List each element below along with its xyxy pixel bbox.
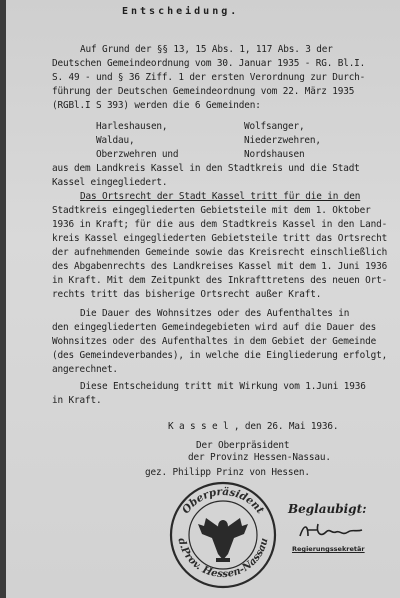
paragraph-line: in Kraft. Mit dem Zeitpunkt des Inkrafttretens des neuen Ort- <box>52 275 388 286</box>
place-date: K a s s e l , den 26. Mai 1936. <box>168 421 339 432</box>
municipality: Wolfsanger, <box>244 121 305 132</box>
paragraph-line: (des Gemeindeverbandes), in welche die Eingliederung erfolgt, <box>52 350 388 361</box>
handwritten-signature <box>296 520 366 542</box>
paragraph-line: Die Dauer des Wohnsitzes oder des Aufenthaltes in <box>80 308 350 319</box>
paragraph-line: rechts tritt das bisherige Ortsrecht außer Kraft. <box>52 289 322 300</box>
paragraph-line: Wohnsitzes oder des Aufenthaltes in dem Gebiet der Gemeinde <box>52 336 377 347</box>
document-title: Entscheidung. <box>122 6 240 17</box>
paragraph-line: kreis Kassel eingegliederten Gebietsteile tritt das Ortsrecht <box>52 233 388 244</box>
paragraph-line: S. 49 - und § 36 Ziff. 1 der ersten Verordnung zur Durch- <box>52 72 366 83</box>
page-edge-shadow <box>0 0 6 598</box>
paragraph-line: in Kraft. <box>52 395 102 406</box>
signer-province: der Provinz Hessen-Nassau. <box>188 452 331 463</box>
certification-label: Beglaubigt: <box>288 502 367 516</box>
paragraph-line: 1936 in Kraft; für die aus dem Stadtkreis Kassel in den Land- <box>52 219 388 230</box>
svg-text:d.Prov. Hessen-Nassau: d.Prov. Hessen-Nassau <box>175 537 271 581</box>
paragraph-line: (RGBl.I S 393) werden die 6 Gemeinden: <box>52 100 261 111</box>
paragraph-line: des Abgabenrechts des Landkreises Kassel mit dem 1. Juni 1936 <box>52 261 388 272</box>
paragraph-line: den eingegliederten Gemeindegebieten wird auf die Dauer des <box>52 322 377 333</box>
paragraph-line: angerechnet. <box>52 364 118 375</box>
paragraph-line: der aufnehmenden Gemeinde sowie das Kreisrecht einschließlich <box>52 247 388 258</box>
paragraph-line: Kassel eingegliedert. <box>52 177 168 188</box>
svg-text:Oberpräsident: Oberpräsident <box>179 485 267 517</box>
municipality: Waldau, <box>96 135 135 146</box>
certifier-title: Regierungssekretär <box>292 545 365 553</box>
paragraph-line: führung der Deutschen Gemeindeordnung vom 22. März 1935 <box>52 86 355 97</box>
municipality: Harleshausen, <box>96 121 168 132</box>
official-seal-stamp <box>168 480 278 590</box>
eagle-emblem <box>198 518 248 562</box>
paragraph-line: Diese Entscheidung tritt mit Wirkung vom 1.Juni 1936 <box>80 381 366 392</box>
municipality: Niederzwehren, <box>244 135 321 146</box>
municipality: Nordshausen <box>244 149 305 160</box>
paragraph-line: Deutschen Gemeindeordnung vom 30. Januar 1935 - RG. Bl.I. <box>52 58 366 69</box>
municipality: Oberzwehren und <box>96 149 179 160</box>
paragraph-line: Auf Grund der §§ 13, 15 Abs. 1, 117 Abs. 3 der <box>80 44 333 55</box>
signer-title: Der Oberpräsident <box>196 440 290 451</box>
paragraph-line: Stadtkreis eingegliederten Gebietsteile mit dem 1. Oktober <box>52 205 371 216</box>
paragraph-line: Das Ortsrecht der Stadt Kassel tritt für die in den <box>80 191 361 202</box>
signed-by: gez. Philipp Prinz von Hessen. <box>145 467 310 478</box>
paragraph-line: aus dem Landkreis Kassel in den Stadtkreis und die Stadt <box>52 163 360 174</box>
